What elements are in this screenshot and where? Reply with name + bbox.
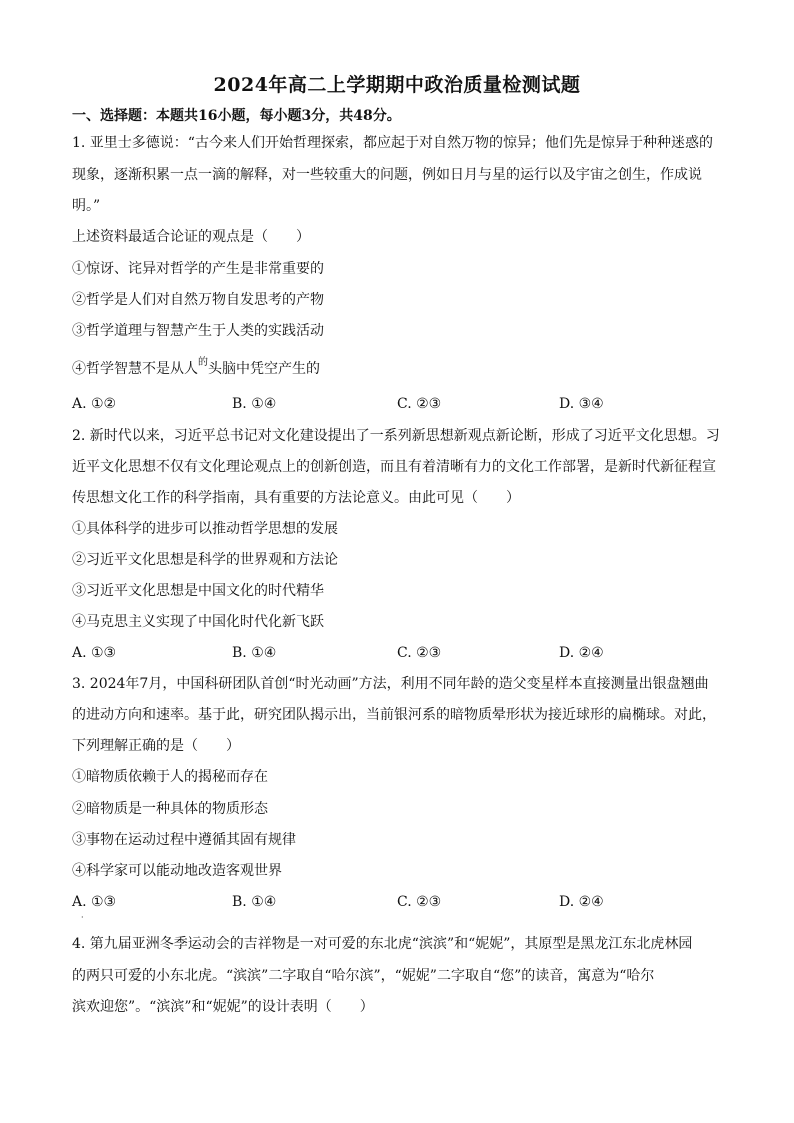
q4-stem-line-1: 4. 第九届亚洲冬季运动会的吉祥物是一对可爱的东北虎“滨滨”和“妮妮”，其原型是黑龙江东北虎林园 bbox=[72, 936, 693, 952]
q2-options bbox=[72, 645, 722, 663]
q1-option-d[interactable]: D. ③④ bbox=[559, 396, 604, 412]
q2-stem-line-1: 2. 新时代以来，习近平总书记对文化建设提出了一系列新思想新观点新论断，形成了习近平文化思想。习 bbox=[72, 428, 720, 444]
q1-item-1: ①惊讶、诧异对哲学的产生是非常重要的 bbox=[72, 261, 324, 277]
section-header: 一、选择题：本题共16小题，每小题3分，共48分。 bbox=[72, 108, 401, 124]
q4-stem-line-2: 的两只可爱的小东北虎。“滨滨”二字取自“哈尔滨”，“妮妮”二字取自“您”的读音，寓意为“哈尔 bbox=[72, 968, 655, 984]
q2-option-d[interactable]: D. ②④ bbox=[559, 645, 604, 661]
stray-dot-mark: · bbox=[81, 913, 84, 922]
q2-stem-line-2: 近平文化思想不仅有文化理论观点上的创新创造，而且有着清晰有力的文化工作部署，是新时代新征程宣 bbox=[72, 459, 716, 475]
q3-option-c[interactable]: C. ②③ bbox=[397, 894, 442, 910]
q3-item-2: ②暗物质是一种具体的物质形态 bbox=[72, 801, 268, 817]
q3-item-3: ③事物在运动过程中遵循其固有规律 bbox=[72, 832, 296, 848]
q1-item-2: ②哲学是人们对自然万物自发思考的产物 bbox=[72, 292, 324, 308]
q2-option-b[interactable]: B. ①④ bbox=[232, 645, 277, 661]
q1-options bbox=[72, 396, 722, 414]
q1-item-4 bbox=[72, 357, 722, 380]
q1-item-4-before: ④哲学智慧不是从人 bbox=[72, 361, 198, 377]
q1-prompt: 上述资料最适合论证的观点是（ ） bbox=[72, 229, 310, 245]
q3-item-4: ④科学家可以能动地改造客观世界 bbox=[72, 863, 282, 879]
q2-item-1: ①具体科学的进步可以推动哲学思想的发展 bbox=[72, 521, 338, 537]
q1-item-4-sup: 的 bbox=[198, 357, 208, 368]
q2-item-3: ③习近平文化思想是中国文化的时代精华 bbox=[72, 583, 324, 599]
q3-options bbox=[72, 894, 722, 912]
q3-option-b[interactable]: B. ①④ bbox=[232, 894, 277, 910]
q1-stem-line-3: 明。” bbox=[72, 198, 101, 214]
q3-option-d[interactable]: D. ②④ bbox=[559, 894, 604, 910]
q3-option-a[interactable]: A. ①③ bbox=[72, 894, 117, 910]
q2-item-2: ②习近平文化思想是科学的世界观和方法论 bbox=[72, 552, 338, 568]
q1-stem-line-2: 现象，逐渐积累一点一滴的解释，对一些较重大的问题，例如日月与星的运行以及宇宙之创生，作成说 bbox=[72, 167, 702, 183]
q2-stem-line-3: 传思想文化工作的科学指南，具有重要的方法论意义。由此可见（ ） bbox=[72, 490, 520, 506]
q1-option-b[interactable]: B. ①④ bbox=[232, 396, 277, 412]
q2-option-a[interactable]: A. ①③ bbox=[72, 645, 117, 661]
q1-option-c[interactable]: C. ②③ bbox=[397, 396, 442, 412]
q2-option-c[interactable]: C. ②③ bbox=[397, 645, 442, 661]
q1-item-4-after: 头脑中凭空产生的 bbox=[208, 361, 320, 377]
q3-stem-line-2: 的进动方向和速率。基于此，研究团队揭示出，当前银河系的暗物质晕形状为接近球形的扁椭球。对此， bbox=[72, 707, 716, 723]
q1-item-3: ③哲学道理与智慧产生于人类的实践活动 bbox=[72, 323, 324, 339]
q1-stem-line-1: 1. 亚里士多德说：“古今来人们开始哲理探索，都应起于对自然万物的惊异；他们先是惊异于种种迷惑的 bbox=[72, 135, 713, 151]
q3-stem-line-1: 3. 2024年7月，中国科研团队首创“时光动画”方法，利用不同年龄的造父变星样本直接测量出银盘翘曲 bbox=[72, 676, 709, 692]
q1-option-a[interactable]: A. ①② bbox=[72, 396, 117, 412]
q2-item-4: ④马克思主义实现了中国化时代化新飞跃 bbox=[72, 614, 324, 630]
q3-stem-line-3: 下列理解正确的是（ ） bbox=[72, 738, 240, 754]
page-title: 2024年高二上学期期中政治质量检测试题 bbox=[213, 74, 581, 96]
q4-stem-line-3: 滨欢迎您”。“滨滨”和“妮妮”的设计表明（ ） bbox=[72, 999, 374, 1015]
q3-item-1: ①暗物质依赖于人的揭秘而存在 bbox=[72, 769, 268, 785]
